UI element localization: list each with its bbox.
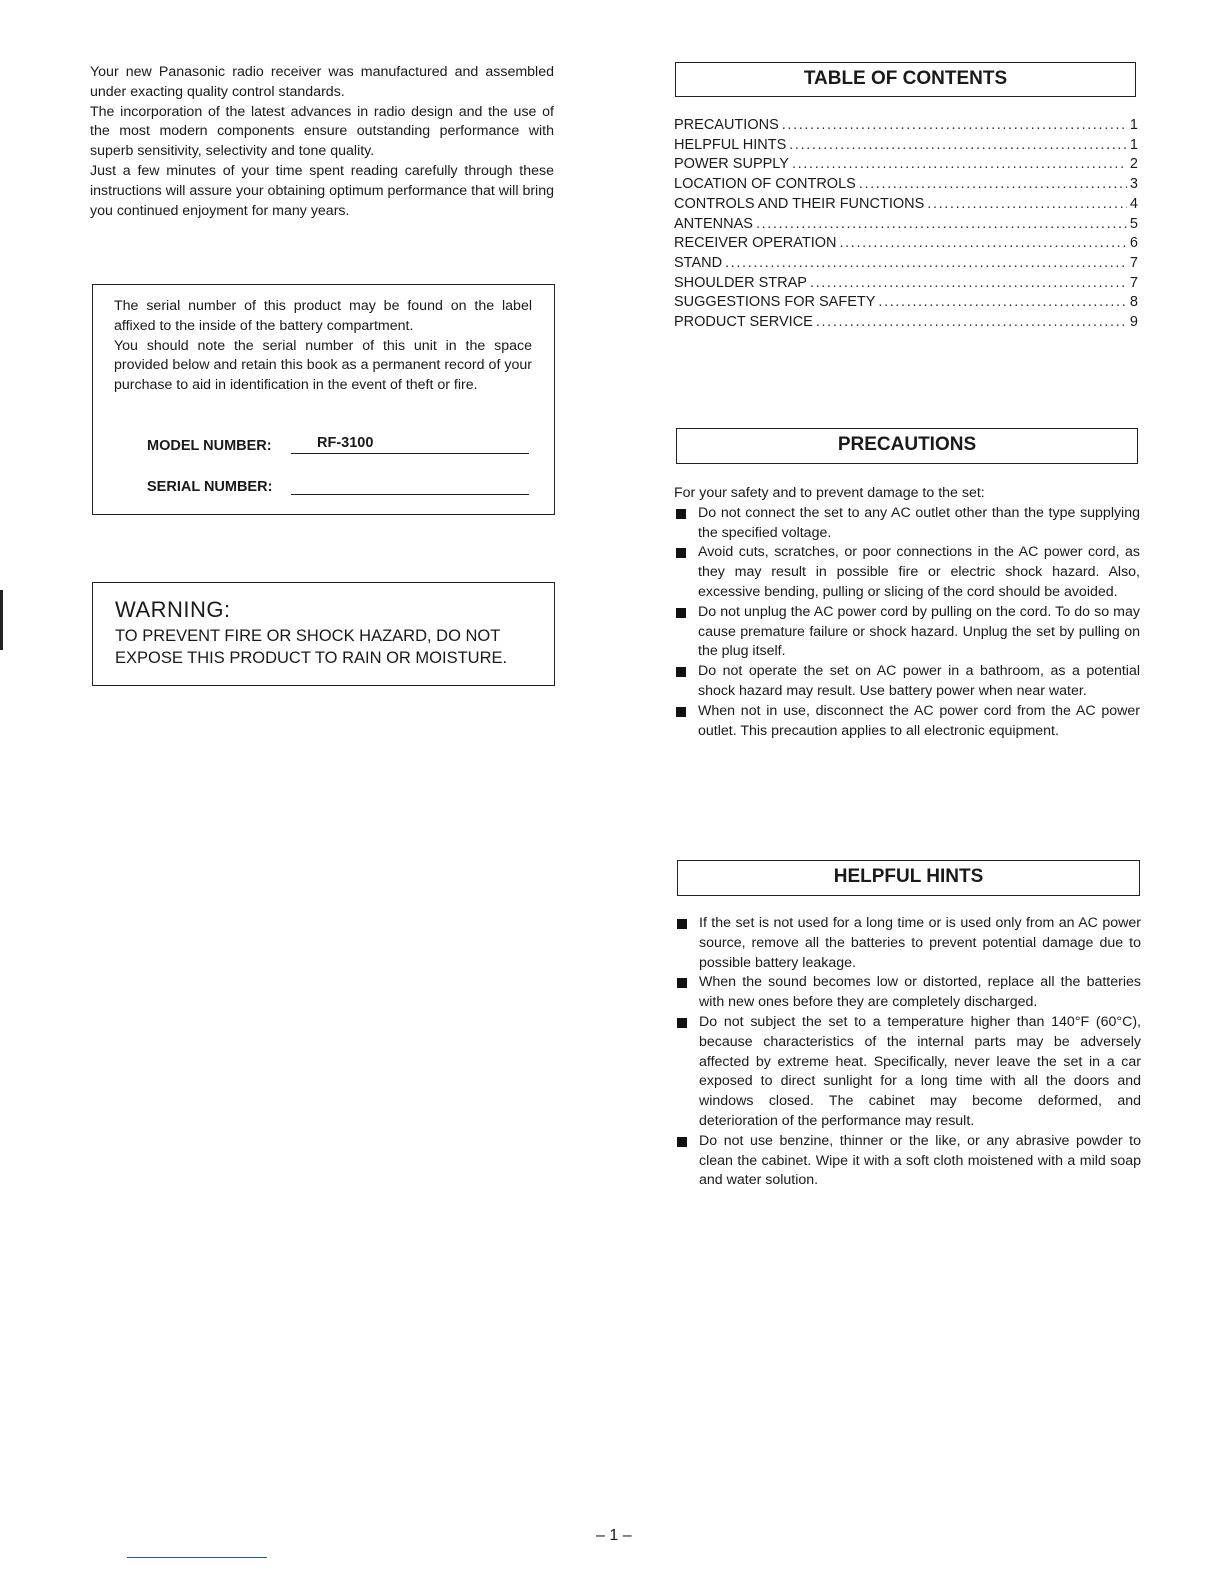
- toc-leader-dots: [816, 313, 1127, 333]
- toc-entry-page: 3: [1129, 176, 1138, 193]
- toc-entry-label: RECEIVER OPERATION: [674, 235, 837, 252]
- list-item: [674, 603, 1140, 662]
- toc-entry-label: SUGGESTIONS FOR SAFETY: [674, 294, 876, 311]
- toc-leader-dots: [859, 175, 1127, 195]
- list-item-text: Do not use benzine, thinner or the like, or any abrasive powder to clean the cabinet. Wipe it with a soft cloth moistened with a mild soap and water solution.: [699, 1132, 1141, 1189]
- list-item: [674, 702, 1140, 742]
- toc-entry[interactable]: [674, 234, 1138, 254]
- toc-entry-page: 5: [1129, 215, 1138, 232]
- footer-rule: [127, 1557, 267, 1558]
- list-item-text: Do not operate the set on AC power in a bathroom, as a potential shock hazard may result. Use battery power when near water.: [698, 663, 1140, 699]
- toc-leader-dots: [789, 136, 1127, 156]
- toc-header: [675, 62, 1136, 97]
- toc-entry[interactable]: [674, 136, 1138, 156]
- list-item: [674, 662, 1140, 702]
- bullet-square-icon: [677, 919, 687, 929]
- toc-entry[interactable]: [674, 274, 1138, 294]
- toc-entry-page: 7: [1129, 254, 1138, 271]
- bullet-square-icon: [676, 509, 686, 519]
- toc-entry-label: PRECAUTIONS: [674, 117, 779, 133]
- list-item-text: When the sound becomes low or distorted, replace all the batteries with new ones before they are completely discharged.: [699, 974, 1141, 1011]
- model-number-row: [147, 435, 529, 454]
- bullet-square-icon: [677, 1018, 687, 1028]
- list-item-text: If the set is not used for a long time or is used only from an AC power source, remove all the batteries to prevent potential damage due to possible battery leakage.: [699, 915, 1141, 971]
- precautions-list: [674, 504, 1140, 742]
- toc-entry-label: LOCATION OF CONTROLS: [674, 176, 856, 193]
- bullet-square-icon: [676, 707, 686, 717]
- serial-number-value: [291, 476, 529, 495]
- toc-entry[interactable]: [674, 175, 1138, 195]
- bullet-square-icon: [677, 978, 687, 988]
- serial-number-label: SERIAL NUMBER:: [147, 479, 273, 495]
- toc-entry-label: STAND: [674, 254, 723, 271]
- serial-note-paragraph: The serial number of this product may be found on the label affixed to the inside of the battery compartment.: [114, 298, 532, 334]
- warning-body: TO PREVENT FIRE OR SHOCK HAZARD, DO NOT EXPOSE THIS PRODUCT TO RAIN OR MOISTURE.: [115, 627, 508, 667]
- list-item-text: Avoid cuts, scratches, or poor connections in the AC power cord, as they may result in possible fire or electric shock hazard. Also, excessive bending, pulling or slicing of the cord should be avoided.: [698, 544, 1140, 600]
- serial-note-paragraph: You should note the serial number of this unit in the space provided below and retain this book as a permanent record of your purchase to aid in identification in the event of theft or fire.: [114, 337, 532, 394]
- toc-leader-dots: [878, 293, 1127, 313]
- toc-title: TABLE OF CONTENTS: [803, 68, 1008, 89]
- toc-entry-page: 4: [1129, 195, 1138, 212]
- helpful-hints-list: [675, 914, 1141, 1191]
- intro-paragraph: Your new Panasonic radio receiver was manufactured and assembled under exacting quality control standards.: [90, 64, 554, 100]
- list-item: [675, 1013, 1141, 1132]
- model-number-label: MODEL NUMBER:: [147, 438, 272, 454]
- toc-entry-page: 6: [1129, 235, 1138, 252]
- toc-entry[interactable]: [674, 195, 1138, 215]
- toc-leader-dots: [756, 215, 1127, 235]
- toc-leader-dots: [792, 155, 1127, 175]
- page-number: – 1 –: [596, 1527, 632, 1544]
- helpful-hints-header: [677, 860, 1140, 896]
- toc-entry[interactable]: [674, 254, 1138, 274]
- list-item: [674, 504, 1140, 544]
- helpful-hints-title: HELPFUL HINTS: [833, 866, 984, 887]
- toc-entry[interactable]: [674, 313, 1138, 333]
- toc-entry-label: ANTENNAS: [674, 215, 753, 232]
- precautions-title: PRECAUTIONS: [837, 434, 977, 455]
- toc-entry-label: PRODUCT SERVICE: [674, 314, 813, 331]
- toc-leader-dots: [810, 274, 1127, 294]
- toc-entry-page: 8: [1129, 294, 1138, 311]
- toc-entry-page: 9: [1129, 314, 1138, 331]
- toc-entry-label: CONTROLS AND THEIR FUNCTIONS: [674, 195, 925, 212]
- warning-box: [92, 582, 555, 686]
- list-item: [675, 973, 1141, 1013]
- toc-entry-page: 1: [1129, 136, 1138, 153]
- bullet-square-icon: [676, 667, 686, 677]
- warning-title: WARNING:: [115, 597, 231, 622]
- toc-entry-label: POWER SUPPLY: [674, 156, 789, 173]
- precautions-section: [674, 484, 1140, 741]
- toc-entry[interactable]: [674, 293, 1138, 313]
- list-item-text: Do not subject the set to a temperature higher than 140°F (60°C), because characteristics of the internal parts may be adversely affected by extreme heat. Specifically, never leave the set in a car exposed to direct sunlight for a long time with all the doors and windows closed. The cabinet may become deformed, and deterioration of the performance may result.: [699, 1013, 1141, 1129]
- helpful-hints-section: [675, 914, 1141, 1191]
- toc-entry-page: 2: [1129, 156, 1138, 173]
- bullet-square-icon: [676, 608, 686, 618]
- list-item: [675, 914, 1141, 973]
- table-of-contents: [674, 116, 1138, 333]
- binding-edge-mark: [0, 590, 3, 650]
- toc-entry-page: 7: [1129, 274, 1138, 291]
- serial-number-row: [147, 476, 529, 495]
- bullet-square-icon: [677, 1137, 687, 1147]
- toc-entry-label: SHOULDER STRAP: [674, 274, 807, 291]
- toc-entry[interactable]: [674, 116, 1138, 136]
- precautions-header: [676, 428, 1138, 464]
- toc-leader-dots: [927, 195, 1127, 215]
- serial-number-box: [92, 284, 555, 515]
- intro-text: [90, 63, 554, 221]
- list-item: [675, 1132, 1141, 1191]
- toc-entry-label: HELPFUL HINTS: [674, 136, 787, 153]
- toc-entry[interactable]: [674, 215, 1138, 235]
- model-number-value: RF-3100: [291, 435, 529, 454]
- precautions-lead: For your safety and to prevent damage to the set:: [674, 485, 985, 501]
- bullet-square-icon: [676, 548, 686, 558]
- toc-leader-dots: [782, 116, 1127, 136]
- list-item: [674, 543, 1140, 602]
- list-item-text: Do not connect the set to any AC outlet other than the type supplying the specified voltage.: [698, 504, 1140, 541]
- intro-paragraph: Just a few minutes of your time spent reading carefully through these instructions will assure your obtaining optimum performance that will bring you continued enjoyment for many years.: [90, 162, 554, 219]
- toc-entry-page: 1: [1129, 117, 1138, 133]
- toc-leader-dots: [839, 234, 1126, 254]
- toc-leader-dots: [725, 254, 1127, 274]
- intro-paragraph: The incorporation of the latest advances in radio design and the use of the most modern components ensure outstanding performance with superb sensitivity, selectivity and tone quality.: [90, 103, 554, 160]
- list-item-text: When not in use, disconnect the AC power cord from the AC power outlet. This precaution applies to all electronic equipment.: [698, 702, 1140, 739]
- list-item-text: Do not unplug the AC power cord by pulling on the cord. To do so may cause premature failure or shock hazard. Unplug the set by pulling on the plug itself.: [698, 603, 1140, 660]
- toc-entry[interactable]: [674, 155, 1138, 175]
